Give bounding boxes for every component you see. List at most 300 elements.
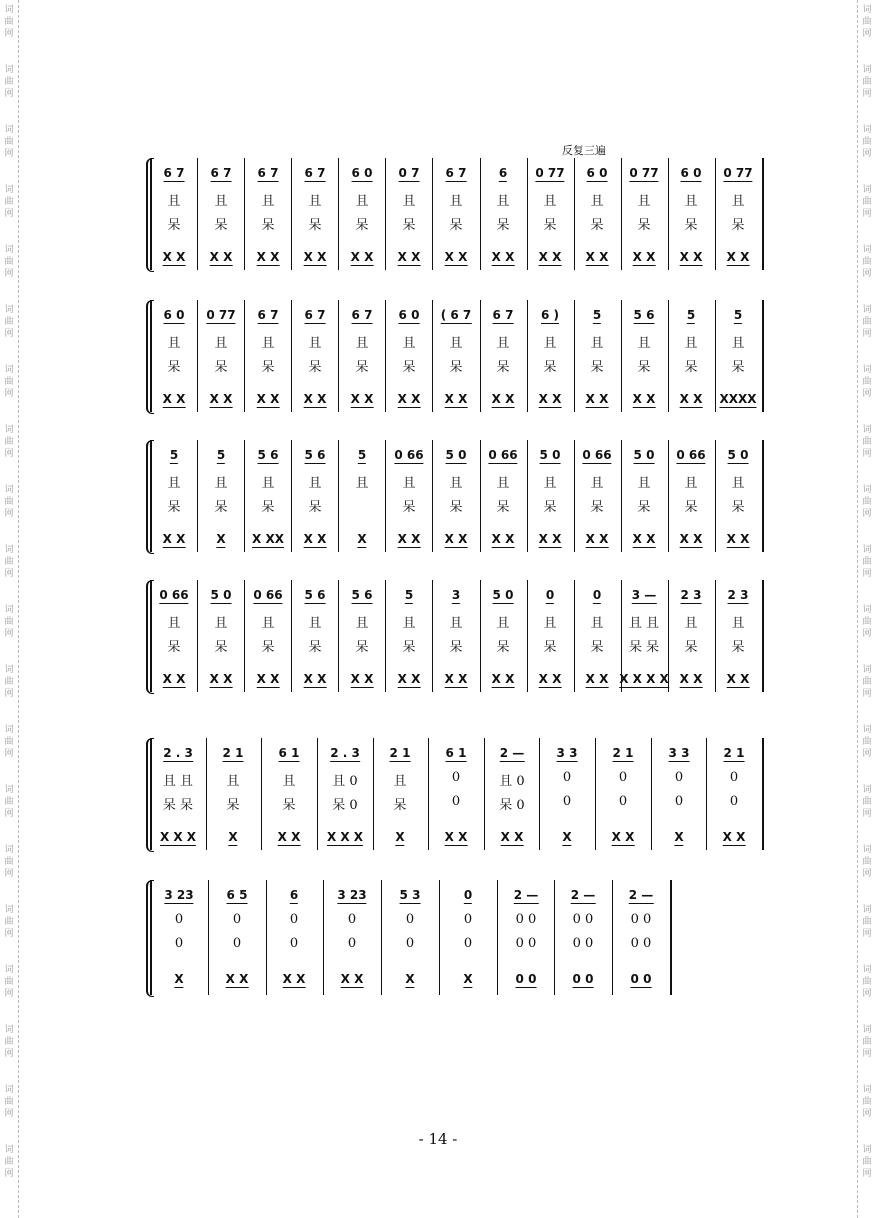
percussion-pattern: X X (444, 830, 468, 844)
barline (651, 738, 652, 850)
syllable-lower: 呆 (684, 500, 698, 515)
barline (621, 300, 622, 412)
percussion-pattern: X X (303, 672, 327, 686)
score-system (150, 580, 766, 692)
melody-note: 6 7 (257, 308, 279, 322)
melody-note: 2 1 (723, 746, 745, 760)
melody-note: 2 — (570, 888, 596, 902)
syllable-lower: 呆 (496, 500, 510, 515)
syllable-upper: 且 (496, 616, 510, 631)
syllable-upper: 且 (282, 774, 296, 789)
melody-note: 6 1 (278, 746, 300, 760)
syllable-upper: 且 (637, 476, 651, 491)
watermark-mark: 词 曲 网 (4, 1145, 14, 1179)
syllable-upper: 且 (590, 476, 604, 491)
syllable-upper: 且 (261, 476, 275, 491)
percussion-pattern: X X (209, 392, 233, 406)
percussion-pattern: X X (491, 672, 515, 686)
syllable-lower: 0 (562, 794, 572, 809)
melody-note: 5 6 (633, 308, 655, 322)
melody-note: 6 7 (304, 166, 326, 180)
percussion-pattern: X X (679, 672, 703, 686)
melody-note: ( 6 7 (440, 308, 472, 322)
syllable-lower: 呆 (261, 640, 275, 655)
syllable-lower: 呆 (167, 218, 181, 233)
percussion-pattern: X X (225, 972, 249, 986)
percussion-pattern: X (228, 830, 238, 844)
syllable-lower: 呆 (226, 798, 240, 813)
watermark-mark: 词 曲 网 (862, 1085, 872, 1119)
syllable-lower: 呆 (402, 640, 416, 655)
syllable-lower: 呆 (590, 500, 604, 515)
syllable-upper: 0 (463, 912, 473, 927)
syllable-lower: 0 (405, 936, 415, 951)
barline (762, 580, 764, 692)
barline (668, 158, 669, 270)
barline (150, 880, 152, 995)
percussion-pattern: X X (726, 672, 750, 686)
syllable-upper: 且 (543, 194, 557, 209)
melody-note: 5 6 (304, 588, 326, 602)
percussion-pattern: X X (585, 392, 609, 406)
syllable-lower: 呆 (355, 218, 369, 233)
melody-note: 0 (545, 588, 555, 602)
percussion-pattern: X X (444, 672, 468, 686)
syllable-lower: 0 0 (572, 936, 594, 951)
percussion-pattern: X (463, 972, 473, 986)
barline (385, 300, 386, 412)
barline (670, 880, 672, 995)
percussion-pattern: X X (397, 672, 421, 686)
watermark-mark: 词 曲 网 (862, 785, 872, 819)
syllable-upper: 且 (590, 194, 604, 209)
watermark-mark: 词 曲 网 (4, 545, 14, 579)
barline (621, 158, 622, 270)
syllable-upper: 0 (674, 770, 684, 785)
watermark-mark: 词 曲 网 (862, 185, 872, 219)
melody-note: 5 6 (257, 448, 279, 462)
syllable-upper: 且 (167, 194, 181, 209)
barline (432, 300, 433, 412)
repeat-annotation: 反复三遍 (562, 144, 606, 157)
syllable-lower: 呆 (684, 360, 698, 375)
watermark-mark: 词 曲 网 (4, 65, 14, 99)
watermark-mark: 词 曲 网 (862, 725, 872, 759)
score-system (150, 738, 766, 850)
syllable-lower: 呆 (214, 218, 228, 233)
barline (439, 880, 440, 995)
watermark-mark: 词 曲 网 (4, 5, 14, 39)
syllable-lower: 呆 (402, 360, 416, 375)
syllable-lower: 呆 (167, 500, 181, 515)
watermark-mark: 词 曲 网 (4, 305, 14, 339)
melody-note: 5 (592, 308, 602, 322)
watermark-mark: 词 曲 网 (862, 665, 872, 699)
syllable-lower: 呆 (684, 218, 698, 233)
percussion-pattern: X (562, 830, 572, 844)
syllable-upper: 且 (308, 336, 322, 351)
barline (261, 738, 262, 850)
syllable-upper: 0 (618, 770, 628, 785)
syllable-lower: 呆 (590, 640, 604, 655)
percussion-pattern: X X (491, 250, 515, 264)
watermark-mark: 词 曲 网 (4, 785, 14, 819)
syllable-lower: 呆 (261, 218, 275, 233)
percussion-pattern: X X (585, 532, 609, 546)
watermark-mark: 词 曲 网 (4, 1025, 14, 1059)
percussion-pattern: X X (444, 532, 468, 546)
percussion-pattern: X X (282, 972, 306, 986)
melody-note: 0 66 (582, 448, 612, 462)
barline (266, 880, 267, 995)
melody-note: 0 66 (253, 588, 283, 602)
syllable-upper: 且 (684, 476, 698, 491)
barline (317, 738, 318, 850)
barline (715, 300, 716, 412)
barline (715, 440, 716, 552)
melody-note: 0 7 (398, 166, 420, 180)
barline (208, 880, 209, 995)
percussion-pattern: X X (632, 532, 656, 546)
percussion-pattern: X X (303, 532, 327, 546)
syllable-upper: 且 (214, 476, 228, 491)
percussion-pattern: X X (209, 250, 233, 264)
syllable-lower: 呆 (637, 360, 651, 375)
watermark-mark: 词 曲 网 (862, 245, 872, 279)
syllable-lower: 呆 (637, 500, 651, 515)
barline (527, 300, 528, 412)
barline (432, 580, 433, 692)
syllable-upper: 且 (402, 476, 416, 491)
melody-note: 6 7 (304, 308, 326, 322)
watermark-mark: 词 曲 网 (4, 605, 14, 639)
syllable-upper: 且 (449, 616, 463, 631)
barline (428, 738, 429, 850)
syllable-lower: 0 (451, 794, 461, 809)
percussion-pattern: X X (340, 972, 364, 986)
melody-note: 6 7 (445, 166, 467, 180)
syllable-upper: 且 (449, 476, 463, 491)
watermark-mark: 词 曲 网 (862, 305, 872, 339)
barline (244, 580, 245, 692)
syllable-upper: 且 (261, 336, 275, 351)
percussion-pattern: X X X (326, 830, 364, 844)
melody-note: 5 0 (633, 448, 655, 462)
melody-note: 6 0 (680, 166, 702, 180)
syllable-upper: 且 (308, 476, 322, 491)
watermark-mark: 词 曲 网 (862, 485, 872, 519)
melody-note: 2 . 3 (163, 746, 193, 760)
watermark-mark: 词 曲 网 (862, 605, 872, 639)
syllable-upper: 且 (167, 616, 181, 631)
barline (574, 580, 575, 692)
syllable-lower: 呆 (355, 360, 369, 375)
syllable-lower: 呆 (684, 640, 698, 655)
melody-note: 2 3 (727, 588, 749, 602)
syllable-upper: 且 (731, 336, 745, 351)
syllable-upper: 且 (261, 616, 275, 631)
percussion-pattern: X X (538, 672, 562, 686)
syllable-upper: 0 (451, 770, 461, 785)
barline (706, 738, 707, 850)
syllable-lower: 0 (618, 794, 628, 809)
syllable-lower: 呆 (214, 500, 228, 515)
syllable-upper: 且 (355, 616, 369, 631)
barline (291, 440, 292, 552)
syllable-upper: 且 (496, 476, 510, 491)
syllable-upper: 且 0 (499, 774, 525, 789)
percussion-pattern: X X (632, 250, 656, 264)
percussion-pattern: X X X (159, 830, 197, 844)
percussion-pattern: X X (162, 392, 186, 406)
syllable-upper: 且 (731, 616, 745, 631)
syllable-lower: 呆 (731, 360, 745, 375)
barline (244, 440, 245, 552)
barline (197, 440, 198, 552)
syllable-upper: 且 (684, 194, 698, 209)
syllable-lower: 呆 (214, 360, 228, 375)
syllable-lower: 呆 (543, 640, 557, 655)
watermark-mark: 词 曲 网 (4, 665, 14, 699)
melody-note: 2 — (513, 888, 539, 902)
melody-note: 5 0 (727, 448, 749, 462)
barline (527, 440, 528, 552)
syllable-upper: 且 且 (162, 774, 194, 789)
watermark-mark: 词 曲 网 (862, 905, 872, 939)
syllable-upper: 且 (449, 336, 463, 351)
syllable-upper: 且 (308, 194, 322, 209)
melody-note: 5 6 (304, 448, 326, 462)
syllable-upper: 且 (637, 336, 651, 351)
melody-note: 6 7 (210, 166, 232, 180)
melody-note: 6 7 (492, 308, 514, 322)
barline (480, 440, 481, 552)
percussion-pattern: X X (209, 672, 233, 686)
barline (668, 300, 669, 412)
syllable-upper: 0 0 (630, 912, 652, 927)
watermark-mark: 词 曲 网 (4, 425, 14, 459)
melody-note: 0 77 (723, 166, 753, 180)
barline (150, 300, 152, 412)
syllable-upper: 且 (355, 336, 369, 351)
melody-note: 6 0 (351, 166, 373, 180)
barline (432, 158, 433, 270)
percussion-pattern: X X (256, 392, 280, 406)
percussion-pattern: X X (538, 532, 562, 546)
syllable-lower: 呆 (308, 360, 322, 375)
percussion-pattern: X (174, 972, 184, 986)
percussion-pattern: X X (397, 392, 421, 406)
watermark-mark: 词 曲 网 (862, 965, 872, 999)
melody-note: 5 6 (351, 588, 373, 602)
syllable-lower: 0 (289, 936, 299, 951)
syllable-upper: 且 (355, 476, 369, 491)
barline (484, 738, 485, 850)
melody-note: 5 0 (539, 448, 561, 462)
watermark-mark: 词 曲 网 (862, 545, 872, 579)
barline (150, 440, 152, 552)
percussion-pattern: X X (679, 250, 703, 264)
syllable-lower: 0 (674, 794, 684, 809)
percussion-pattern: X X (726, 532, 750, 546)
melody-note: 6 7 (163, 166, 185, 180)
barline (197, 300, 198, 412)
barline (244, 300, 245, 412)
barline (539, 738, 540, 850)
syllable-upper: 且 (731, 194, 745, 209)
barline (197, 580, 198, 692)
melody-note: 3 (451, 588, 461, 602)
syllable-upper: 且 (261, 194, 275, 209)
melody-note: 2 . 3 (330, 746, 360, 760)
syllable-upper: 且 (226, 774, 240, 789)
syllable-lower: 呆 (214, 640, 228, 655)
barline (244, 158, 245, 270)
percussion-pattern: X X (632, 392, 656, 406)
percussion-pattern: X X (538, 392, 562, 406)
syllable-upper: 且 (308, 616, 322, 631)
syllable-upper: 0 (405, 912, 415, 927)
melody-note: 6 0 (163, 308, 185, 322)
percussion-pattern: X X (726, 250, 750, 264)
barline (373, 738, 374, 850)
syllable-lower: 呆 (543, 500, 557, 515)
barline (338, 580, 339, 692)
syllable-upper: 0 0 (515, 912, 537, 927)
percussion-pattern: X (357, 532, 367, 546)
syllable-upper: 且 (543, 616, 557, 631)
syllable-lower: 呆 (496, 640, 510, 655)
percussion-pattern: 0 0 (630, 972, 652, 986)
barline (715, 158, 716, 270)
barline (291, 158, 292, 270)
melody-note: 6 0 (398, 308, 420, 322)
percussion-pattern: X X (585, 250, 609, 264)
melody-note: 2 3 (680, 588, 702, 602)
percussion-pattern: X X (679, 392, 703, 406)
syllable-upper: 0 (289, 912, 299, 927)
percussion-pattern: X XX (252, 532, 284, 546)
barline (480, 300, 481, 412)
syllable-upper: 且 0 (332, 774, 358, 789)
syllable-lower: 呆 0 (332, 798, 358, 813)
melody-note: 5 0 (492, 588, 514, 602)
melody-note: 2 1 (612, 746, 634, 760)
melody-note: 6 (498, 166, 508, 180)
syllable-lower: 呆 (496, 218, 510, 233)
melody-note: 6 0 (586, 166, 608, 180)
percussion-pattern: X X (679, 532, 703, 546)
syllable-lower: 呆 (543, 360, 557, 375)
percussion-pattern: X X (350, 250, 374, 264)
watermark-mark: 词 曲 网 (4, 245, 14, 279)
syllable-lower: 呆 呆 (162, 798, 194, 813)
syllable-upper: 且 (355, 194, 369, 209)
syllable-upper: 且 (214, 616, 228, 631)
melody-note: 0 (463, 888, 473, 902)
barline (385, 440, 386, 552)
syllable-upper: 且 且 (628, 616, 660, 631)
barline (762, 158, 764, 270)
syllable-lower: 呆 (543, 218, 557, 233)
syllable-upper: 0 (562, 770, 572, 785)
syllable-lower: 呆 (308, 640, 322, 655)
syllable-upper: 且 (167, 476, 181, 491)
syllable-upper: 且 (214, 336, 228, 351)
score-system (150, 440, 766, 552)
syllable-lower: 呆 0 (499, 798, 525, 813)
syllable-lower: 呆 (167, 360, 181, 375)
barline (291, 580, 292, 692)
barline (527, 158, 528, 270)
percussion-pattern: X (674, 830, 684, 844)
melody-note: 0 66 (676, 448, 706, 462)
barline (762, 300, 764, 412)
syllable-upper: 且 (402, 194, 416, 209)
percussion-pattern: X (395, 830, 405, 844)
syllable-lower: 呆 (731, 218, 745, 233)
syllable-lower: 呆 (167, 640, 181, 655)
watermark-mark: 词 曲 网 (4, 845, 14, 879)
barline (612, 880, 613, 995)
melody-note: 0 77 (206, 308, 236, 322)
barline (291, 300, 292, 412)
syllable-lower: 0 (347, 936, 357, 951)
barline (385, 158, 386, 270)
barline (338, 158, 339, 270)
syllable-upper: 0 (174, 912, 184, 927)
percussion-pattern: X X (538, 250, 562, 264)
syllable-lower: 呆 (590, 360, 604, 375)
barline (480, 158, 481, 270)
percussion-pattern: X X (611, 830, 635, 844)
melody-note: 0 66 (488, 448, 518, 462)
watermark-mark: 词 曲 网 (4, 1085, 14, 1119)
melody-note: 5 0 (445, 448, 467, 462)
barline (197, 158, 198, 270)
syllable-lower: 呆 (261, 360, 275, 375)
syllable-upper: 且 (393, 774, 407, 789)
syllable-lower: 0 0 (515, 936, 537, 951)
syllable-lower: 呆 (355, 640, 369, 655)
percussion-pattern: X X (162, 250, 186, 264)
syllable-upper: 且 (214, 194, 228, 209)
watermark-mark: 词 曲 网 (4, 965, 14, 999)
melody-note: 2 — (628, 888, 654, 902)
watermark-mark: 词 曲 网 (4, 185, 14, 219)
watermark-mark: 词 曲 网 (4, 365, 14, 399)
watermark-mark: 词 曲 网 (862, 5, 872, 39)
barline (497, 880, 498, 995)
syllable-lower: 呆 (449, 218, 463, 233)
melody-note: 6 1 (445, 746, 467, 760)
percussion-pattern: X X (585, 672, 609, 686)
percussion-pattern: X X (162, 532, 186, 546)
syllable-lower: 呆 (308, 218, 322, 233)
syllable-lower: 0 0 (630, 936, 652, 951)
barline (762, 738, 764, 850)
melody-note: 0 77 (629, 166, 659, 180)
syllable-upper: 且 (684, 336, 698, 351)
percussion-pattern: X X (397, 250, 421, 264)
percussion-pattern: X X (303, 250, 327, 264)
syllable-lower: 呆 (282, 798, 296, 813)
percussion-pattern: X X (256, 672, 280, 686)
syllable-lower: 呆 (402, 500, 416, 515)
syllable-upper: 且 (402, 616, 416, 631)
watermark-mark: 词 曲 网 (862, 65, 872, 99)
syllable-lower: 呆 呆 (628, 640, 660, 655)
